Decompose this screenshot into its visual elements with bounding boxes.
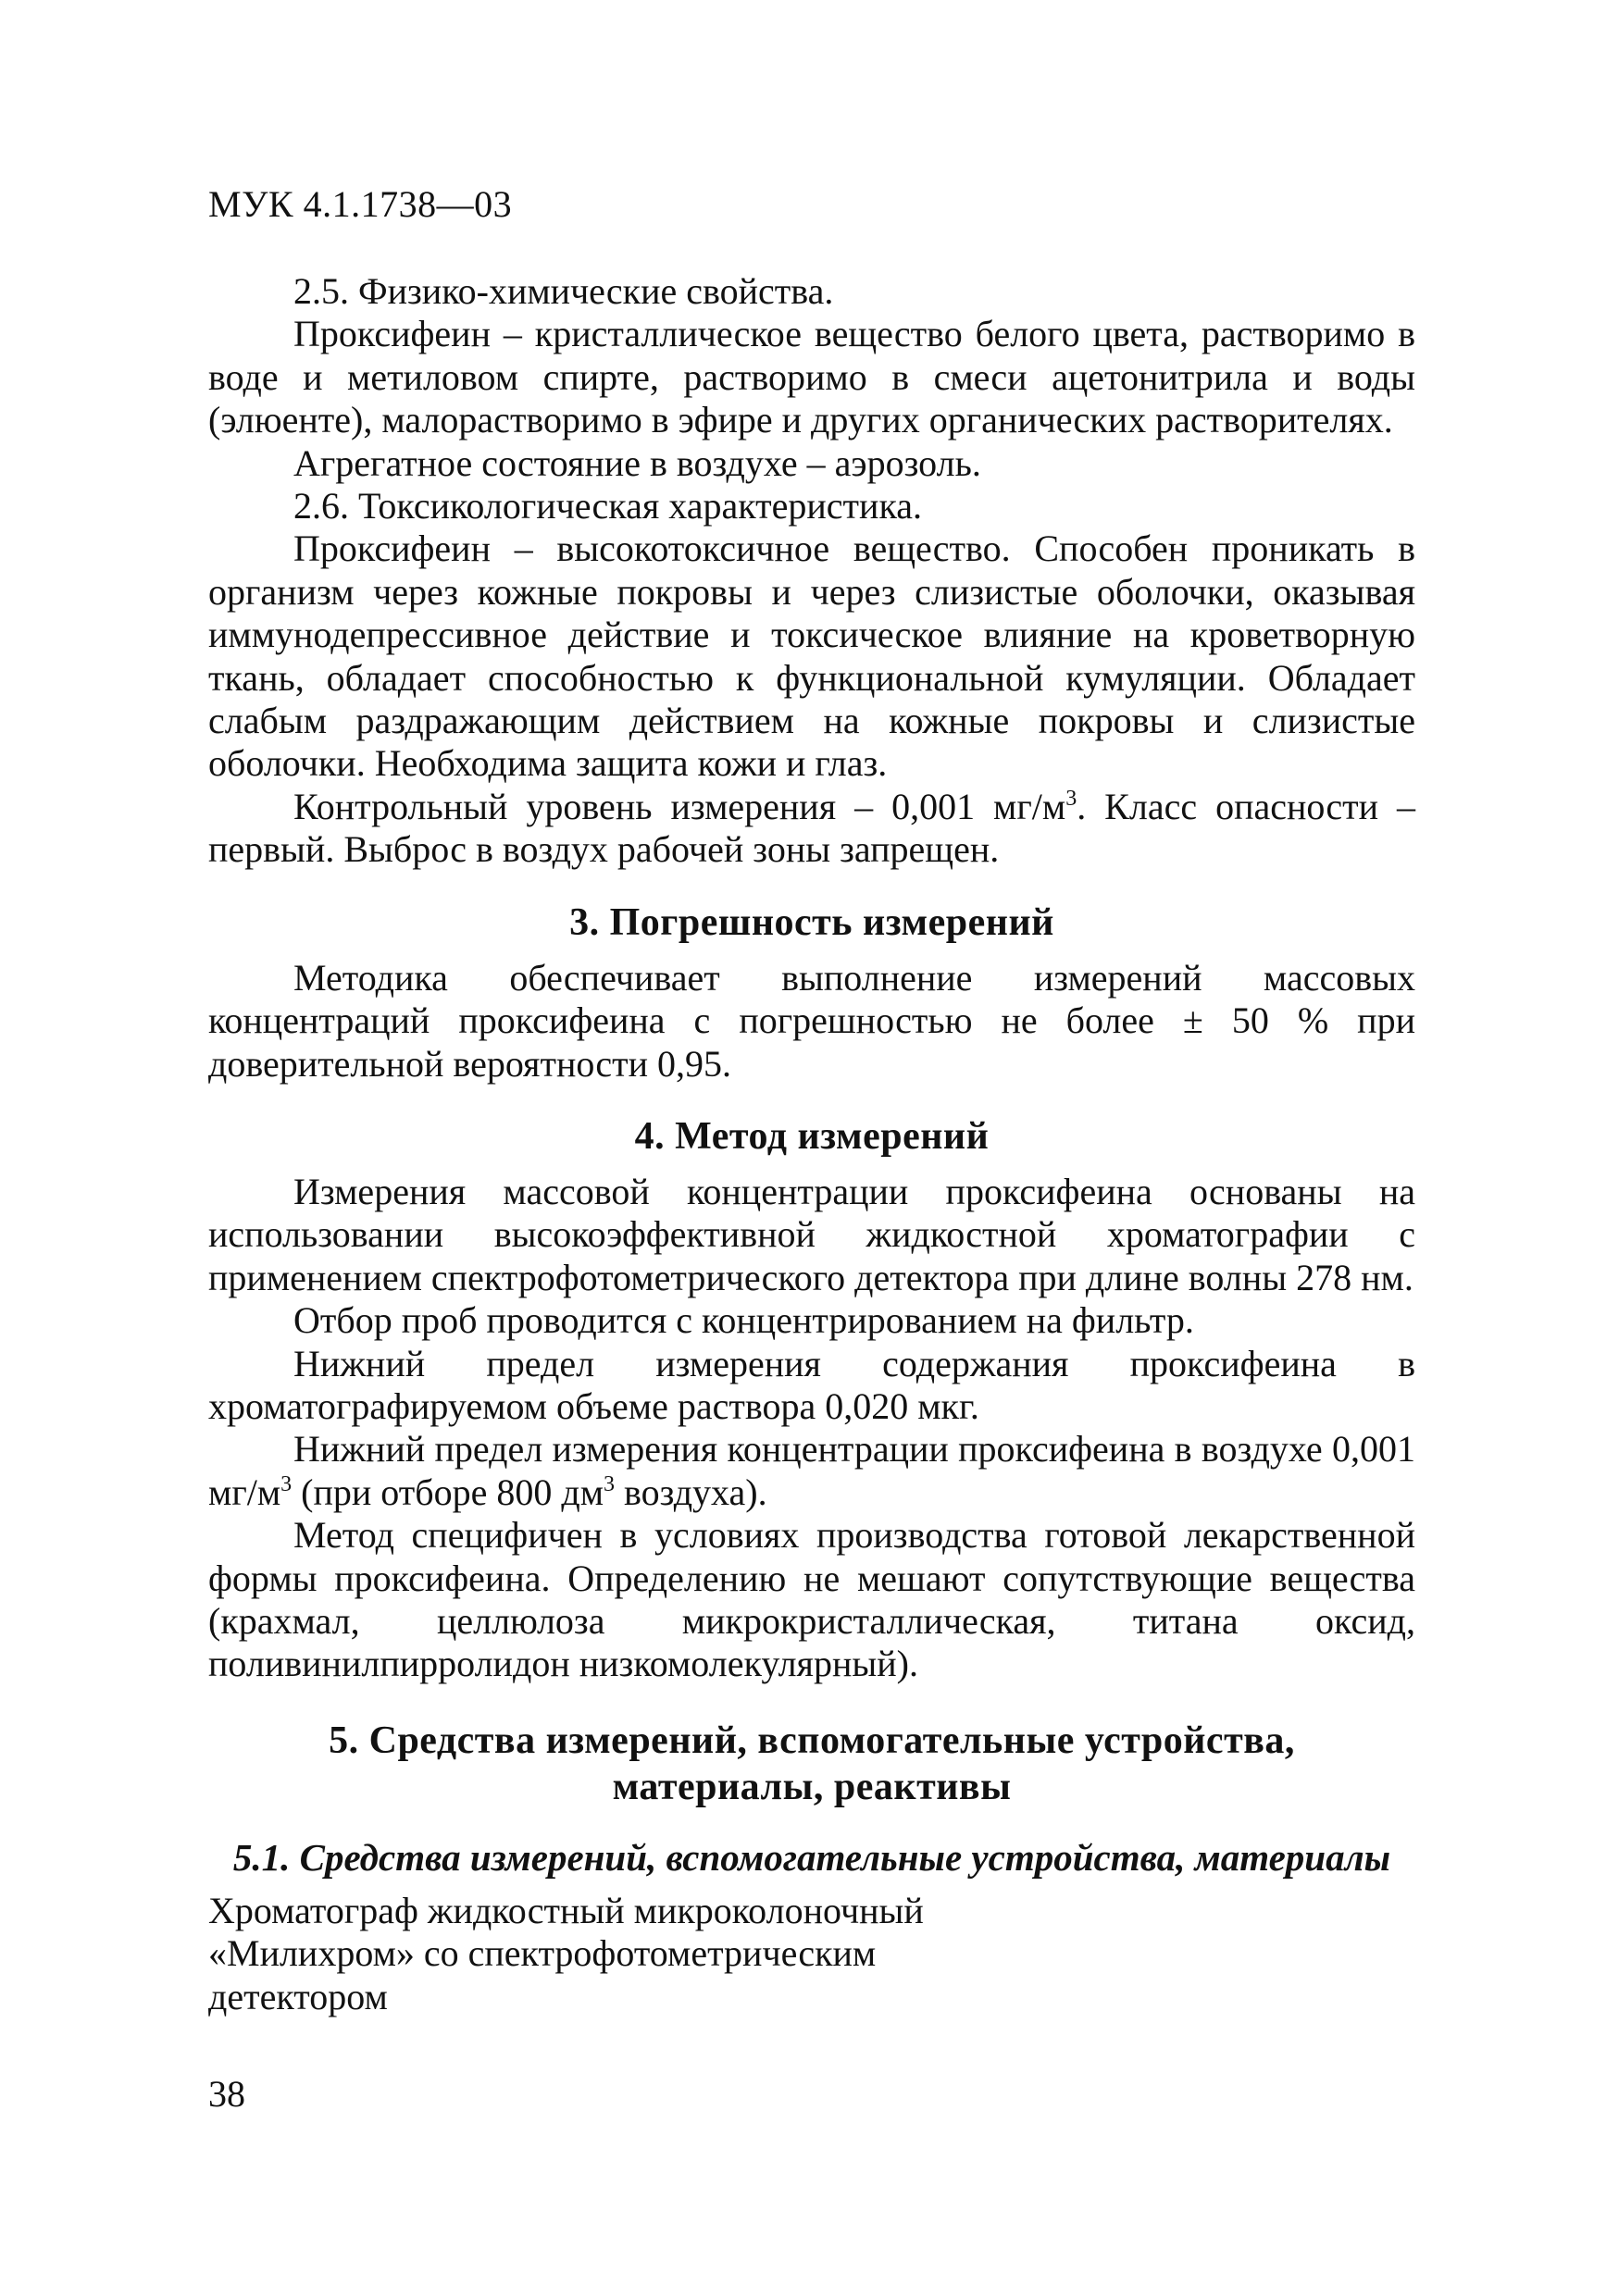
- section-4-paragraph-1: Измерения массовой концентрации проксифеина основаны на использовании высокоэффективной жидкостной хроматографии с применением спектрофотометрического детектора при длине волны 278 нм.: [208, 1170, 1415, 1298]
- page-number: 38: [208, 2073, 245, 2115]
- air-text: воздуха).: [615, 1471, 767, 1513]
- section-4-paragraph-4: [208, 1428, 1415, 1514]
- section-4-paragraph-5: Метод специфичен в условиях производства готовой лекарственной формы проксифеина. Определению не мешают сопутствующие вещества (крахмал, целлюлоза микрокристаллическая, титана оксид, поливинилпирролидон низкомолекулярный).: [208, 1514, 1415, 1685]
- section-2-5-heading: 2.5. Физико-химические свойства.: [293, 270, 834, 312]
- cubic-superscript: 3: [1065, 786, 1077, 811]
- section-5-title-line-2: материалы, реактивы: [612, 1765, 1012, 1808]
- instrument-description: [208, 1890, 1023, 2018]
- cubic-superscript: 3: [604, 1471, 616, 1496]
- section-4-paragraph-2: Отбор проб проводится с концентрированием на фильтр.: [293, 1299, 1194, 1342]
- section-5-title-line-1: 5. Средства измерений, вспомогательные устройства,: [329, 1719, 1295, 1762]
- instrument-line-3: детектором: [208, 1975, 388, 2017]
- section-3-paragraph-1: Методика обеспечивает выполнение измерений массовых концентраций проксифеина с погрешностью не более ± 50 % при доверительной вероятности 0,95.: [208, 956, 1415, 1085]
- section-3-title: 3. Погрешность измерений: [569, 900, 1054, 944]
- instrument-line-1: Хроматограф жидкостный микроколоночный: [208, 1889, 924, 1931]
- subsection-5-1-title: 5.1. Средства измерений, вспомогательные устройства, материалы: [232, 1835, 1391, 1879]
- control-level-text: Контрольный уровень измерения – 0,001 мг/м: [293, 785, 1066, 827]
- section-5-title: [208, 1718, 1415, 1810]
- section-4-title: 4. Метод измерений: [634, 1114, 990, 1158]
- section-4-paragraph-3: Нижний предел измерения содержания проксифеина в хроматографируемом объеме раствора 0,020 мкг.: [208, 1342, 1415, 1427]
- section-2-6-heading: 2.6. Токсикологическая характеристика.: [293, 485, 923, 527]
- section-2-5-paragraph-1: Проксифеин – кристаллическое вещество белого цвета, растворимо в воде и метиловом спирте, растворимо в смеси ацетонитрила и воды (элюенте), малорастворимо в эфире и других органических растворителях.: [208, 313, 1415, 441]
- hazard-class-text: . Класс опасности – первый. Выброс в воздух рабочей зоны запрещен.: [208, 785, 1416, 871]
- section-2-6-paragraph-1: Проксифеин – высокотоксичное вещество. Способен проникать в организм через кожные покровы и через слизистые оболочки, оказывая иммунодепрессивное действие и токсическое влияние на кроветворную ткань, обладает способностью к функциональной кумуляции. Обладает слабым раздражающим действием на кожные покровы и слизистые оболочки. Необходима защита кожи и глаз.: [208, 527, 1415, 785]
- cubic-superscript: 3: [280, 1471, 293, 1496]
- section-2-6-paragraph-2: [208, 786, 1415, 872]
- detection-limit-text: Нижний предел измерения концентрации проксифеина в воздухе 0,001 мг/м: [208, 1428, 1415, 1513]
- running-header-document-code: МУК 4.1.1738—03: [208, 183, 513, 225]
- instrument-line-2: «Милихром» со спектрофотометрическим: [208, 1932, 877, 1975]
- page-body: [208, 270, 1415, 2018]
- section-2-5-paragraph-2: Агрегатное состояние в воздухе – аэрозоль.: [293, 441, 981, 484]
- sampling-volume-text: (при отборе 800 дм: [292, 1471, 604, 1513]
